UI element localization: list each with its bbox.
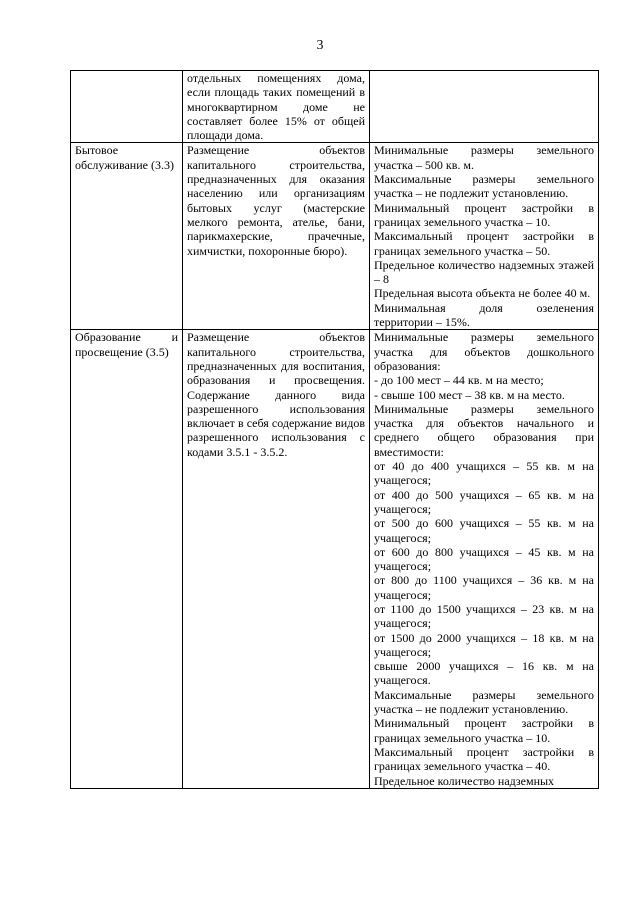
page-number: 3 (316, 38, 324, 53)
table-row (71, 143, 599, 330)
parameter-line: Максимальный процент застройки в границах земельного участка – 50. (374, 229, 594, 258)
use-type-name (71, 71, 183, 143)
parameter-line: от 1500 до 2000 учащихся – 18 кв. м на учащегося; (374, 630, 594, 659)
use-description-cell (183, 330, 370, 789)
parameter-line: Максимальный процент застройки в границах земельного участка – 40. (374, 744, 594, 774)
parameters-cell (370, 143, 599, 330)
parameter-line: Предельная высота объекта не более 40 м. (374, 286, 591, 301)
use-description: Размещение объектов капитального строительства, предназначенных для оказания населению или организациям бытовых услуг (мастерские мелкого ремонта, ателье, бани, парикмахерские, прачечные, химчистки, похоронные бюро). (187, 143, 365, 258)
parameter-line: свыше 2000 учащихся – 16 кв. м на учащегося. (374, 659, 594, 688)
parameter-line: Предельное количество надземных (374, 773, 555, 788)
parameter-line: Минимальные размеры земельного участка для объектов дошкольного образования: (374, 330, 594, 373)
parameter-line: от 600 до 800 учащихся – 45 кв. м на учащегося; (374, 544, 594, 574)
parameter-line: от 40 до 400 учащихся – 55 кв. м на учащегося; (374, 459, 594, 488)
parameter-line: Минимальный процент застройки в границах земельного участка – 10. (374, 200, 594, 229)
parameter-line: от 800 до 1100 учащихся – 36 кв. м на учащегося; (374, 573, 594, 602)
table-row (71, 71, 599, 143)
use-description: Размещение объектов капитального строительства, предназначенных для воспитания, образования и просвещения. Содержание данного вида разрешенного использования включает в себя содержание видов разрешенного использования с кодами 3.5.1 - 3.5.2. (187, 330, 365, 459)
parameter-line: - свыше 100 мест – 38 кв. м на место. (374, 387, 565, 402)
parameter-line: от 1100 до 1500 учащихся – 23 кв. м на учащегося; (374, 601, 594, 631)
use-description: отдельных помещениях дома, если площадь таких помещений в многоквартирном доме не составляет более 15% от общей площади дома. (187, 71, 365, 143)
parameter-line: Минимальная доля озеленения территории – 15%. (374, 300, 594, 330)
use-type-name: Образование и просвещение (3.5) (71, 330, 183, 789)
parameter-line: от 500 до 600 учащихся – 55 кв. м на учащегося; (374, 516, 594, 545)
use-description-cell (183, 71, 370, 143)
parameter-line: от 400 до 500 учащихся – 65 кв. м на учащегося; (374, 487, 594, 516)
parameter-line: Максимальные размеры земельного участка – не подлежит установлению. (374, 172, 594, 201)
parameters-cell (370, 330, 599, 789)
parameter-line: Предельное количество надземных этажей – 8 (374, 257, 594, 287)
parameter-line: - до 100 мест – 44 кв. м на место; (374, 373, 544, 388)
parameter-line: Минимальные размеры земельного участка для объектов начального и среднего общего образования при вместимости: (374, 401, 594, 459)
use-type-name: Бытовое обслуживание (3.3) (71, 143, 183, 330)
table-row (71, 330, 599, 789)
zoning-table (70, 70, 599, 789)
parameters-cell (370, 71, 599, 143)
parameter-line: Минимальные размеры земельного участка – 500 кв. м. (374, 143, 594, 172)
parameter-line: Максимальные размеры земельного участка – не подлежит установлению. (374, 687, 594, 717)
use-description-cell (183, 143, 370, 330)
table-body (71, 71, 599, 789)
parameter-line: Минимальный процент застройки в границах земельного участка – 10. (374, 716, 594, 745)
